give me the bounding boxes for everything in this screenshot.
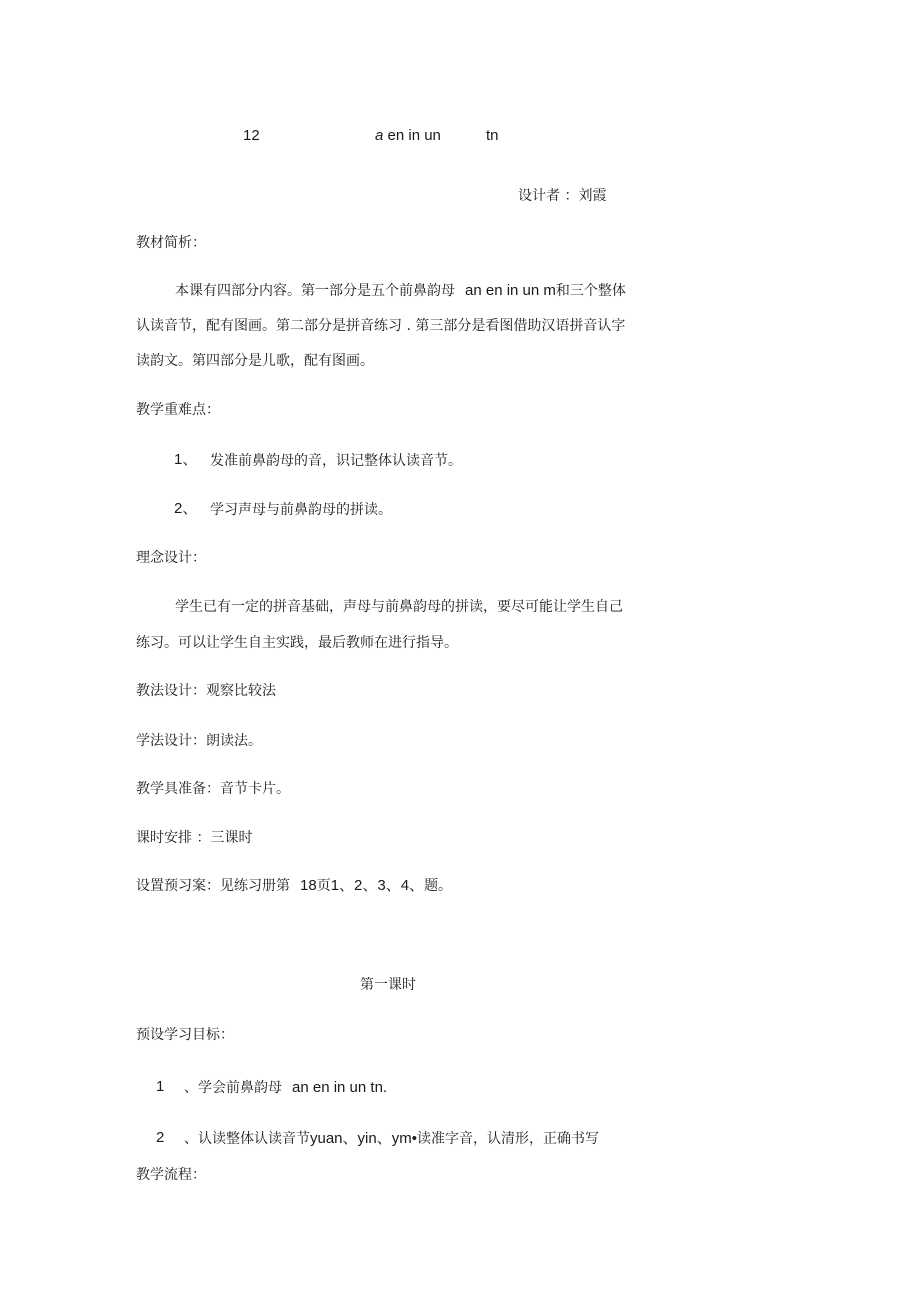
preview-plan-a: 设置预习案：见练习册第 [136,878,290,894]
goal-1 [184,1078,387,1098]
goals-heading: 预设学习目标： [136,1027,234,1043]
goal-2-text: 、认读整体认读音节 [184,1131,310,1147]
designer: 设计者 ：刘霞 [518,188,607,204]
class-schedule: 课时安排 ：三课时 [136,830,253,846]
goal-2-text-b: 读准字音，认清形，正确书写 [416,1131,599,1147]
overview-line-1c: 和三个整体 [555,283,626,299]
concept-line-1: 学生已有一定的拼音基础，声母与前鼻韵母的拼读，要尽可能让学生自己 [175,599,623,615]
overview-line-1a: 本课有四部分内容。第一部分是五个前鼻韵母 [175,283,455,299]
overview-heading: 教材简析： [136,235,206,251]
goal-1-finals: an en in un tn. [292,1079,388,1096]
key-points-heading: 教学重难点： [136,402,220,418]
overview-line-1 [175,281,626,301]
preview-plan-page: 18 [300,877,317,894]
concept-heading: 理念设计： [136,550,206,566]
key-point-1-text: 发准前鼻韵母的音，识记整体认读音节。 [210,453,462,469]
key-point-2-text: 学习声母与前鼻韵母的拼读。 [210,502,392,518]
goal-1-number: 1 [156,1078,165,1095]
key-point-1-number: 1、 [174,451,198,468]
lesson-title-finals: en in un [387,127,441,144]
preview-plan-items: 1、2、3、4、 [330,877,425,894]
study-method: 学法设计：朗读法。 [136,733,262,749]
lesson-title-tn: tn [486,127,499,144]
preview-plan-e: 题。 [424,878,453,894]
lesson-title-a: a [375,127,384,144]
overview-line-2: 认读音节，配有图画。第二部分是拼音练习 . 第三部分是看图借助汉语拼音认字 [136,318,626,334]
lesson-title [375,126,441,146]
overview-line-1b: an en in un m [465,282,556,299]
teaching-method: 教法设计：观察比较法 [136,683,276,699]
goal-2-number: 2 [156,1129,165,1146]
teaching-tools: 教学具准备：音节卡片。 [136,781,290,797]
preview-plan-c: 页 [316,878,331,894]
goal-1-text: 、学会前鼻韵母 [184,1080,282,1096]
lesson-number: 12 [243,127,260,144]
key-point-2-number: 2、 [174,500,198,517]
lesson-1-heading: 第一课时 [360,977,416,993]
overview-line-3: 读韵文。第四部分是儿歌，配有图画。 [136,353,374,369]
goal-2 [184,1129,599,1149]
goal-2-syllables: yuan、yin、ym• [310,1130,417,1147]
concept-line-2: 练习。可以让学生自主实践，最后教师在进行指导。 [136,635,458,651]
flow-heading: 教学流程： [136,1167,206,1183]
preview-plan [136,876,452,896]
